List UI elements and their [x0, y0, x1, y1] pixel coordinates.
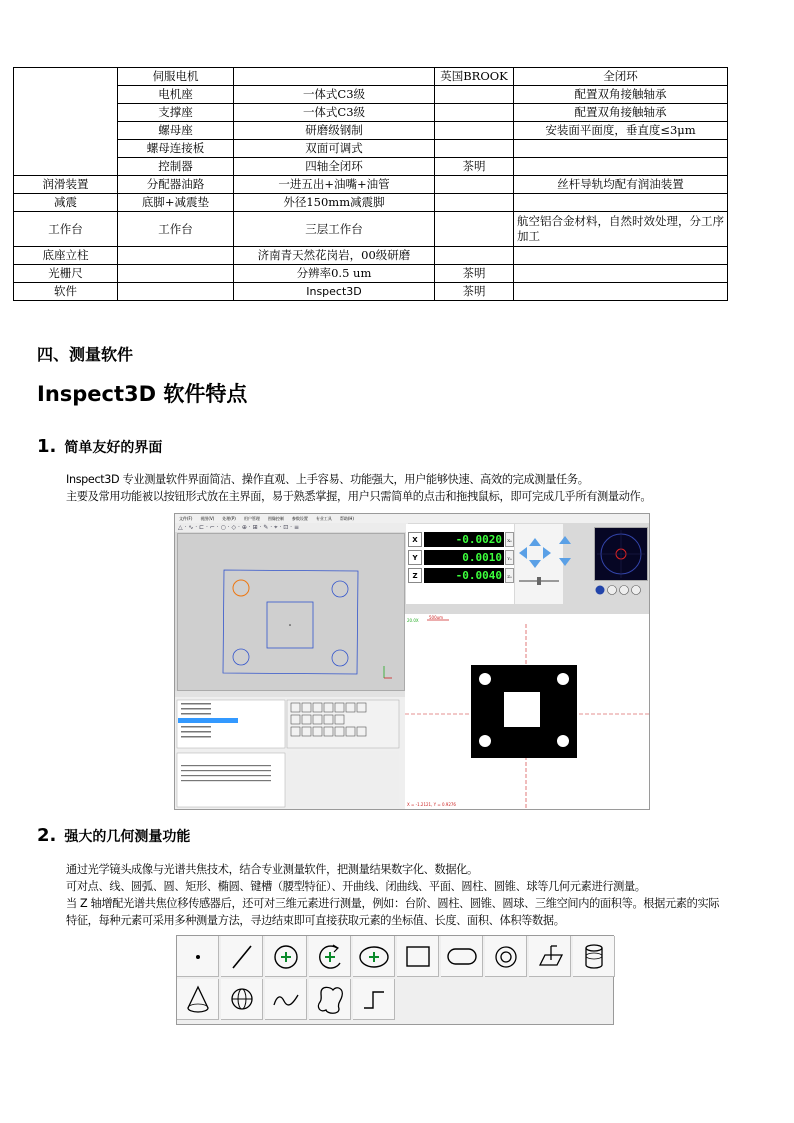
menu-item[interactable]: 用户管理: [243, 516, 260, 521]
menu-bar: [175, 514, 649, 523]
slot-icon: [441, 936, 483, 977]
spec-cell-note: 航空铝合金材料，自然时效处理，分工序加工: [514, 212, 728, 247]
plane-tool[interactable]: [529, 936, 571, 977]
spec-cell-note: 配置双角接触轴承: [514, 86, 728, 104]
open-curve-icon: [265, 979, 307, 1020]
arc-icon: [309, 936, 351, 977]
spec-row: [14, 158, 728, 176]
spec-cell-item: 底脚+减震垫: [118, 194, 234, 212]
spec-cell-note: [514, 158, 728, 176]
zero-button[interactable]: Z₀: [505, 568, 514, 583]
circle-icon: [265, 936, 307, 977]
point-tool[interactable]: [177, 936, 219, 977]
feature1-text: [66, 471, 726, 505]
feature2-paragraph-3: 当 Z 轴增配光谱共焦位移传感器后，还可对三维元素进行测量，例如：台阶、圆柱、圆锥、圆球、三维空间内的面积等。根据元素的实际特征，每种元素可采用多种测量方法，寻边结束即可直接获取元素的坐标值、长度、面积、体积等数据。: [66, 897, 720, 927]
spec-row: [14, 104, 728, 122]
spec-cell-spec: 研磨级钢制: [234, 122, 435, 140]
spec-cell-spec: 四轴全闭环: [234, 158, 435, 176]
spec-row: [14, 247, 728, 265]
spec-cell-item: 支撑座: [118, 104, 234, 122]
feature1-paragraph-1: Inspect3D 专业测量软件界面简洁、操作直观、上手容易、功能强大，用户能够快速、高效的完成测量任务。: [66, 473, 589, 486]
coord-readout: X = -1.2121, Y = 0.9276: [407, 802, 456, 807]
spec-cell-note: [514, 265, 728, 283]
svg-text:20.0X: 20.0X: [407, 618, 419, 623]
spec-cell-item: 螺母连接板: [118, 140, 234, 158]
feature1-heading: [37, 436, 162, 457]
menu-item[interactable]: 处理(P): [222, 516, 236, 521]
feature1-number: 1.: [37, 436, 57, 457]
spec-cell-spec: 一进五出+油嘴+油管: [234, 176, 435, 194]
rectangle-tool[interactable]: [397, 936, 439, 977]
spec-cell-note: [514, 194, 728, 212]
spec-cell-brand: 茶明: [435, 158, 514, 176]
feature2-title: 强大的几何测量功能: [64, 829, 191, 845]
zero-button[interactable]: Y₀: [505, 550, 514, 565]
spec-cell-spec: [234, 68, 435, 86]
light-buttons[interactable]: [594, 581, 646, 593]
concentric-tool[interactable]: [485, 936, 527, 977]
spec-cell-item: 螺母座: [118, 122, 234, 140]
axis-label: X: [408, 532, 422, 547]
cylinder-icon: [573, 936, 615, 977]
cone-icon: [177, 979, 219, 1020]
spec-cell-brand: 茶明: [435, 265, 514, 283]
dro-row-z: [408, 568, 512, 583]
spec-cell-cat: 润滑装置: [14, 176, 118, 194]
circle-tool[interactable]: [265, 936, 307, 977]
step-tool[interactable]: [353, 979, 395, 1020]
sphere-icon: [221, 979, 263, 1020]
dro-row-x: [408, 532, 512, 547]
line-tool[interactable]: [221, 936, 263, 977]
closed-curve-tool[interactable]: [309, 979, 351, 1020]
menu-item[interactable]: 参数设置: [291, 516, 308, 521]
plane-icon: [529, 936, 571, 977]
spec-cell-brand: [435, 104, 514, 122]
spec-cell-cat: 光栅尺: [14, 265, 118, 283]
spec-cell-spec: 一体式C3级: [234, 86, 435, 104]
feature2-paragraph-1: 通过光学镜头成像与光谱共焦技术，结合专业测量软件，把测量结果数字化、数据化。: [66, 863, 478, 876]
spec-cell-item: [118, 247, 234, 265]
camera-image: [405, 614, 649, 809]
part-drawing: [178, 534, 404, 690]
feature2-number: 2.: [37, 825, 57, 846]
spec-cell-spec: 分辨率0.5 um: [234, 265, 435, 283]
spec-cell-spec: 双面可调式: [234, 140, 435, 158]
spec-cell-item: 伺服电机: [118, 68, 234, 86]
spec-cell-brand: [435, 86, 514, 104]
page-title: Inspect3D 软件特点: [37, 382, 248, 406]
digital-readout: [406, 524, 514, 604]
spec-cell-cat: 工作台: [14, 212, 118, 247]
axis-value: 0.0010: [424, 550, 504, 565]
spec-cell-spec: 外径150mm减震脚: [234, 194, 435, 212]
spec-cell-spec: 一体式C3级: [234, 104, 435, 122]
spec-row: [14, 122, 728, 140]
spec-cell-spec: 济南青天然花岗岩，00级研磨: [234, 247, 435, 265]
element-list: [175, 691, 405, 809]
scale-label: 500um: [429, 615, 444, 620]
cylinder-tool[interactable]: [573, 936, 615, 977]
software-screenshot: [174, 513, 650, 810]
jog-control[interactable]: [515, 524, 563, 604]
spec-cell-brand: [435, 247, 514, 265]
spec-cell-note: [514, 140, 728, 158]
feature2-paragraph-2: 可对点、线、圆弧、圆、矩形、椭圆、键槽（腰型特征）、开曲线、闭曲线、平面、圆柱、圆锥、球等几何元素进行测量。: [66, 880, 646, 893]
spec-cell-note: 丝杆导轨均配有润油装置: [514, 176, 728, 194]
lens-preview-icon: [595, 528, 647, 580]
spec-cell-brand: 茶明: [435, 283, 514, 301]
spec-cell-cat: [14, 68, 118, 176]
spec-row: [14, 265, 728, 283]
axis-value: -0.0020: [424, 532, 504, 547]
open-curve-tool[interactable]: [265, 979, 307, 1020]
concentric-icon: [485, 936, 527, 977]
spec-cell-brand: [435, 122, 514, 140]
spec-table: [13, 67, 728, 301]
spec-row: [14, 140, 728, 158]
menu-item[interactable]: 帮助(H): [339, 516, 354, 521]
video-window[interactable]: [405, 614, 649, 809]
menu-item[interactable]: 视图(V): [200, 516, 215, 521]
spec-row: [14, 176, 728, 194]
spec-cell-cat: 底座立柱: [14, 247, 118, 265]
menu-item[interactable]: 文件(F): [179, 516, 193, 521]
feature1-paragraph-2: 主要及常用功能被以按钮形式放在主界面，易于熟悉掌握，用户只需简单的点击和拖拽鼠标，即可完成几乎所有测量动作。: [66, 490, 652, 503]
zero-button[interactable]: X₀: [505, 532, 514, 547]
spec-cell-item: 工作台: [118, 212, 234, 247]
spec-cell-note: 安装面平面度，垂直度≤3μm: [514, 122, 728, 140]
spec-cell-note: [514, 247, 728, 265]
spec-row: [14, 283, 728, 301]
axis-value: -0.0040: [424, 568, 504, 583]
spec-cell-item: [118, 265, 234, 283]
step-icon: [353, 979, 395, 1020]
spec-cell-brand: [435, 176, 514, 194]
feature1-title: 简单友好的界面: [64, 440, 163, 456]
cone-tool[interactable]: [177, 979, 219, 1020]
feature2-heading: [37, 825, 190, 846]
spec-cell-cat: 减震: [14, 194, 118, 212]
camera-preview: [594, 527, 648, 581]
cad-canvas[interactable]: [177, 533, 405, 691]
axis-label: Y: [408, 550, 422, 565]
toolbar[interactable]: △ · ∿ · ⊏ · ⌐ · ○ · ◇ · ⊕ · ⊞ · ✎ · ⌖ · ⊡ · ≡: [175, 523, 408, 532]
line-icon: [221, 936, 263, 977]
feature2-text: [66, 861, 726, 929]
spec-cell-item: 电机座: [118, 86, 234, 104]
spec-cell-brand: 英国BROOK: [435, 68, 514, 86]
spec-cell-brand: [435, 140, 514, 158]
sphere-tool[interactable]: [221, 979, 263, 1020]
dro-row-y: [408, 550, 512, 565]
menu-item[interactable]: 专业工具: [315, 516, 332, 521]
spec-cell-spec: 三层工作台: [234, 212, 435, 247]
direction-arrows-icon: [515, 524, 595, 604]
spec-cell-brand: [435, 212, 514, 247]
spec-row: [14, 68, 728, 86]
spec-cell-item: 分配器油路: [118, 176, 234, 194]
rectangle-icon: [397, 936, 439, 977]
spec-cell-brand: [435, 194, 514, 212]
arc-tool[interactable]: [309, 936, 351, 977]
spec-cell-note: [514, 283, 728, 301]
ellipse-icon: [353, 936, 395, 977]
closed-curve-icon: [309, 979, 351, 1020]
spec-cell-item: [118, 283, 234, 301]
tool-palette: [176, 935, 614, 1025]
spec-cell-note: 全闭环: [514, 68, 728, 86]
spec-row: [14, 86, 728, 104]
element-panel[interactable]: [175, 691, 405, 809]
spec-cell-cat: 软件: [14, 283, 118, 301]
spec-cell-spec: Inspect3D: [234, 283, 435, 301]
point-icon: [177, 936, 219, 977]
menu-item[interactable]: 图像控制: [267, 516, 284, 521]
spec-row: [14, 194, 728, 212]
slot-tool[interactable]: [441, 936, 483, 977]
section-heading: 四、测量软件: [37, 345, 134, 364]
light-mode-icons: [594, 584, 646, 596]
spec-row: [14, 212, 728, 247]
ellipse-tool[interactable]: [353, 936, 395, 977]
axis-label: Z: [408, 568, 422, 583]
spec-cell-item: 控制器: [118, 158, 234, 176]
spec-cell-note: 配置双角接触轴承: [514, 104, 728, 122]
